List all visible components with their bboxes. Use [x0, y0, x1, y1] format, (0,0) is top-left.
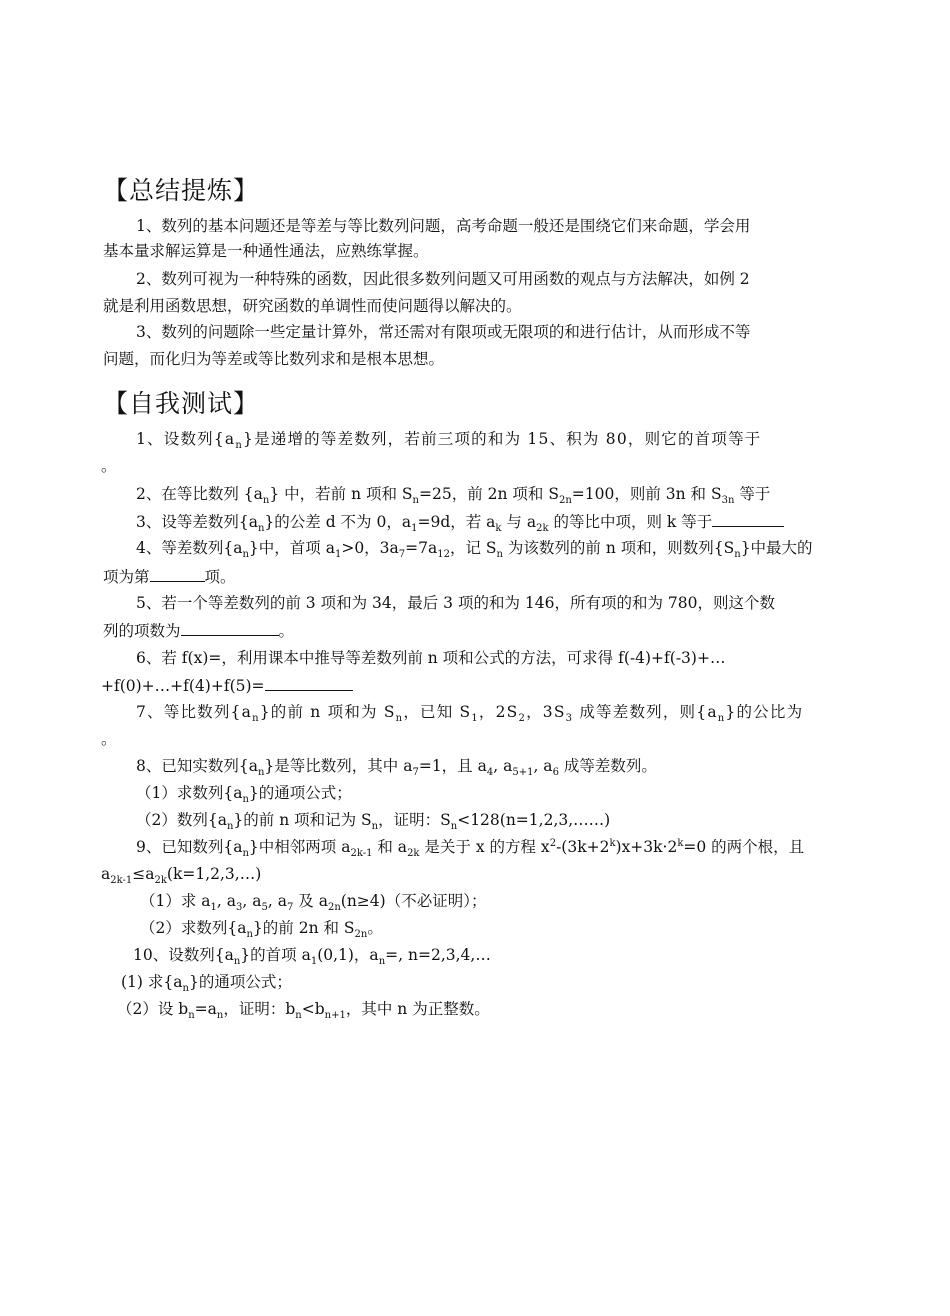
problem-4-line-1: 4、等差数列$\{a_n\}$中，首项 $a_1>0$，$3a_7=7a_{12}$，记 $S_n$ 为该数列的前 n 项和，则数列$\{S_n\}$中最大的 [136, 539, 813, 561]
summary-point-1-line-2: 基本量求解运算是一种通性通法，应熟练掌握。 [103, 242, 429, 260]
problem-8-line-1: 8、已知实数列$\{a_n\}$是等比数列，其中 $a_7=1$，且 $a_4$, $a_{5+1}$, $a_6$ 成等差数列。 [136, 757, 657, 779]
problem-5-line-1: 5、若一个等差数列的前 3 项和为 34，最后 3 项的和为 146，所有项的和为 780，则这个数 [136, 594, 775, 612]
problem-10-line-1: 10、设数列$\{a_n\}$的首项 $a_1(0,1)$，$a_n=$, n=2,3,4,… [133, 946, 491, 968]
problem-7-line-2: 。 [101, 730, 117, 748]
problem-5-line-2: 列的项数为 。 [103, 622, 295, 640]
problem-8-part-1: （1）求数列$\{a_n\}$的通项公式； [136, 784, 352, 806]
problem-9-part-2: （2）求数列$\{a_n\}$的前 2n 和 $S_{2n}$。 [140, 919, 383, 941]
answer-blank[interactable] [712, 511, 784, 527]
selftest-heading: 【自我测试】 [103, 389, 260, 418]
problem-3: 3、设等差数列$\{a_n\}$的公差 d 不为 0，$a_1=9d$，若 $a_k$ 与 $a_{2k}$ 的等比中项，则 k 等于 [136, 511, 784, 532]
problem-8-part-2: （2）数列$\{a_n\}$的前 n 项和记为 $S_n$，证明：$S_n<128(n=1,2,3,\dots\dots)$ [136, 811, 611, 833]
problem-10-part-1: (1) 求$\{a_n\}$的通项公式； [121, 973, 292, 995]
summary-heading: 【总结提炼】 [103, 176, 260, 205]
problem-6-line-1: 6、若 f(x)=，利用课本中推导等差数列前 n 项和公式的方法，可求得 f(-4)+f(-3)+… [136, 649, 726, 667]
answer-blank[interactable] [150, 566, 205, 582]
problem-7-line-1: 7、等比数列$\{a_n\}$的前 n 项和为 $S_n$，已知 $S_1$，$2S_2$，$3S_3$ 成等差数列，则$\{a_n\}$的公比为 [136, 703, 804, 725]
summary-point-3-line-2: 问题，而化归为等差或等比数列求和是根本思想。 [103, 350, 445, 368]
summary-point-3-line-1: 3、数列的问题除一些定量计算外，常还需对有限项或无限项的和进行估计，从而形成不等 [136, 323, 751, 341]
problem-1-line-1: 1、设数列$\{a_n\}$是递增的等差数列，若前三项的和为 15、积为 80，则它的首项等于 [136, 430, 762, 452]
problem-10-part-2: （2）设 $b_n=a_n$，证明：$b_n<b_{n+1}$，其中 n 为正整数。 [117, 1000, 490, 1022]
problem-9-line-1: 9、已知数列$\{a_n\}$中相邻两项 $a_{2k-1}$ 和 $a_{2k}$ 是关于 x 的方程 $x^2-(3k+2^k)x+3k\cdot 2^k=0$ 的两个根，且 [136, 837, 805, 860]
problem-9-part-1: （1）求 $a_1$, $a_3$, $a_5$, $a_7$ 及 $a_{2n}(n\ge 4)$（不必证明）； [140, 892, 487, 914]
problem-2: 2、在等比数列 $\{a_n\}$ 中，若前 n 项和 $S_n=25$，前 2n 项和 $S_{2n}=100$，则前 3n 和 $S_{3n}$ 等于 [136, 485, 771, 507]
problem-9-line-2: $a_{2k-1}\le a_{2k}(k=1,2,3,\dots)$ [101, 865, 262, 887]
summary-point-2-line-1: 2、数列可视为一种特殊的函数，因此很多数列问题又可用函数的观点与方法解决，如例 2 [136, 270, 750, 288]
answer-blank[interactable] [181, 620, 279, 636]
summary-point-2-line-2: 就是利用函数思想，研究函数的单调性而使问题得以解决的。 [103, 297, 522, 315]
answer-blank[interactable] [265, 675, 353, 691]
problem-4-line-2: 项为第 项。 [103, 568, 236, 586]
summary-point-1-line-1: 1、数列的基本问题还是等差与等比数列问题，高考命题一般还是围绕它们来命题，学会用 [136, 217, 751, 235]
problem-1-line-2: 。 [101, 457, 117, 475]
problem-6-line-2: +f(0)+…+f(4)+f(5)= [101, 675, 353, 696]
